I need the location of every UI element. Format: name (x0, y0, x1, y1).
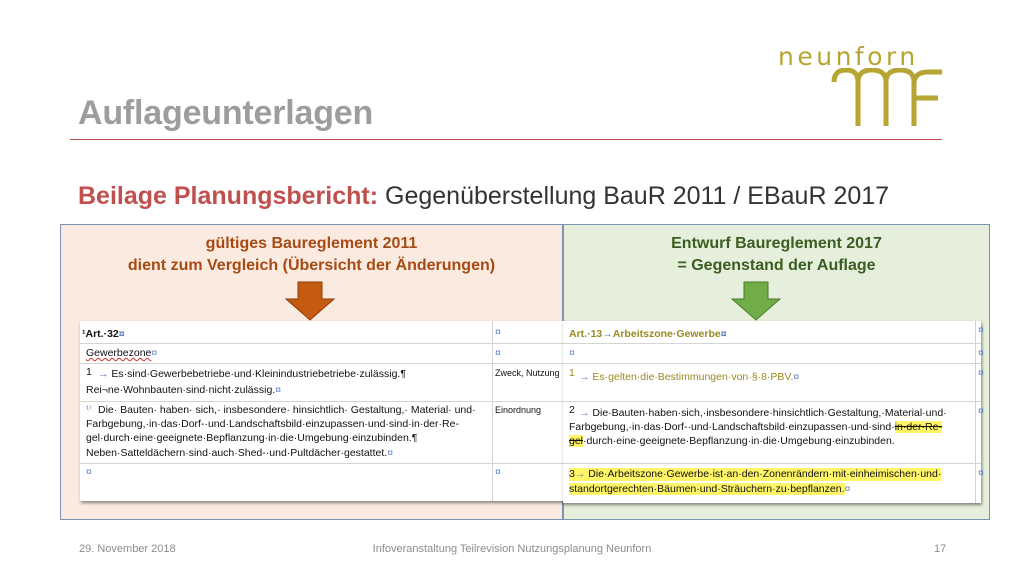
paragraph-text: Neben·Satteldächern·sind·auch·Shed-·und·Pultdächer·gestattet. (86, 447, 388, 459)
subtitle-highlight: Beilage Planungsbericht: (78, 182, 379, 210)
panel-current-heading (61, 233, 562, 277)
article-title: Arbeitszone·Gewerbe (612, 328, 721, 340)
margin-label: Zweck, Nutzung (495, 368, 560, 378)
regulation-2011-excerpt (80, 321, 564, 501)
struck-text: gel (569, 435, 584, 447)
slide-title: Auflageunterlagen (78, 94, 374, 132)
panel-draft-heading (564, 233, 989, 277)
table-row: ¤ ¤ (563, 343, 981, 364)
table-row: ¤ ¤ (86, 466, 501, 478)
article-heading: Art.·32 (85, 328, 119, 340)
logo-wordmark: neunforn (778, 42, 919, 71)
slide-subtitle (78, 182, 889, 211)
highlighted-text: Die·Arbeitszone·Gewerbe·ist·an·den·Zonenrändern·mit·einheimischen·und· (588, 468, 942, 480)
paragraph-text: Die· Bauten· haben· sich,· insbesondere· hinsichtlich· Gestaltung,· Material· und· (98, 404, 476, 416)
down-arrow-icon (284, 281, 336, 321)
table-row: 2 → Die·Bauten·haben·sich,·insbesondere·hinsichtlich·Gestaltung,·Material·und· Farbgebung,·in·das·Dorf-·und·Landschaftsbild·einzupassen·und·sind·in·der·Re- gel·durch·eine·geeignete·Bepflanzung·in·die·Umgebung·einzubinden. ¤ (563, 401, 981, 464)
article-heading: Art.·13 (569, 328, 603, 340)
highlighted-text: standortgerechten·Bäumen·und·Sträuchern·zu·bepflanzen. (569, 483, 845, 495)
zone-name: Gewerbezone (86, 347, 152, 359)
table-row: 1 → Es·sind·Gewerbebetriebe·und·Kleinindustriebetriebe·zulässig.¶ Rei¬ne·Wohnbauten·sind·nicht·zulässig.¤ Zweck, Nutzung (80, 363, 564, 402)
panel-draft-note: = Gegenstand der Auflage (677, 257, 876, 274)
margin-label: Einordnung (495, 405, 542, 415)
paragraph-text: Farbgebung,·in·das·Dorf-·und·Landschaftsbild·einzupassen·und·sind·in·der·Re- (86, 418, 459, 430)
table-row: 3→ Die·Arbeitszone·Gewerbe·ist·an·den·Zonenrändern·mit·einheimischen·und· standortgerechten·Bäumen·und·Sträuchern·zu·bepflanzen.¤ ¤ (569, 467, 984, 495)
down-arrow-icon (730, 281, 782, 321)
paragraph-text: ·durch·eine·geeignete·Bepflanzung·in·die·Umgebung·einzubinden. (583, 435, 895, 447)
table-row: Gewerbezone¤ ¤ (80, 343, 564, 364)
struck-text: in·der·Re- (894, 421, 942, 433)
paragraph-text: Die·Bauten·haben·sich,·insbesondere·hinsichtlich·Gestaltung,·Material·und· (592, 407, 947, 419)
footer-date: 29. November 2018 (79, 543, 176, 555)
neunforn-logo-icon (830, 68, 946, 128)
paragraph-text: Es·gelten·die·Bestimmungen·von·§·8·PBV. (592, 371, 794, 383)
paragraph-text: gel·durch·eine·geeignete·Bepflanzung·in·die·Umgebung·einzubinden.¶ (86, 432, 418, 444)
panel-current-title: gültiges Baureglement 2011 (205, 235, 418, 252)
page-number: 17 (934, 543, 947, 555)
regulation-2017-excerpt (563, 321, 984, 503)
subtitle-text: Gegenüberstellung BauR 2011 / EBauR 2017 (378, 182, 890, 210)
paragraph-text: Es·sind·Gewerbebetriebe·und·Kleinindustriebetriebe·zulässig.¶ (111, 368, 406, 380)
paragraph-text: Farbgebung,·in·das·Dorf-·und·Landschaftsbild·einzupassen·und·sind· (569, 421, 895, 433)
paragraph-text: Rei¬ne·Wohnbauten·sind·nicht·zulässig. (86, 384, 276, 396)
table-row: ¹⁾ Die· Bauten· haben· sich,· insbesondere· hinsichtlich· Gestaltung,· Material· und· Farbgebung,·in·das·Dorf-·und·Landschaftsbild·einzupassen·und·sind·in·der·Re- gel·durch·eine·geeignete·Bepflanzung·in·die·Umgebung·einzubinden.¶ Neben·Satteldächern·sind·auch·Shed-·und·Pultdächer·gestattet.¤ Einordnung (80, 401, 564, 464)
panel-draft-title: Entwurf Baureglement 2017 (671, 235, 882, 252)
table-row: Art.·13→Arbeitszone·Gewerbe¤ ¤ (563, 321, 981, 344)
panel-current-note: dient zum Vergleich (Übersicht der Änderungen) (127, 257, 496, 274)
table-row: 1 → Es·gelten·die·Bestimmungen·von·§·8·PBV.¤ ¤ (563, 363, 981, 402)
table-row: ¹Art.·32¤ ¤ (80, 321, 564, 344)
title-divider (70, 139, 942, 140)
footer-title: Infoveranstaltung Teilrevision Nutzungsplanung Neunforn (372, 543, 652, 555)
